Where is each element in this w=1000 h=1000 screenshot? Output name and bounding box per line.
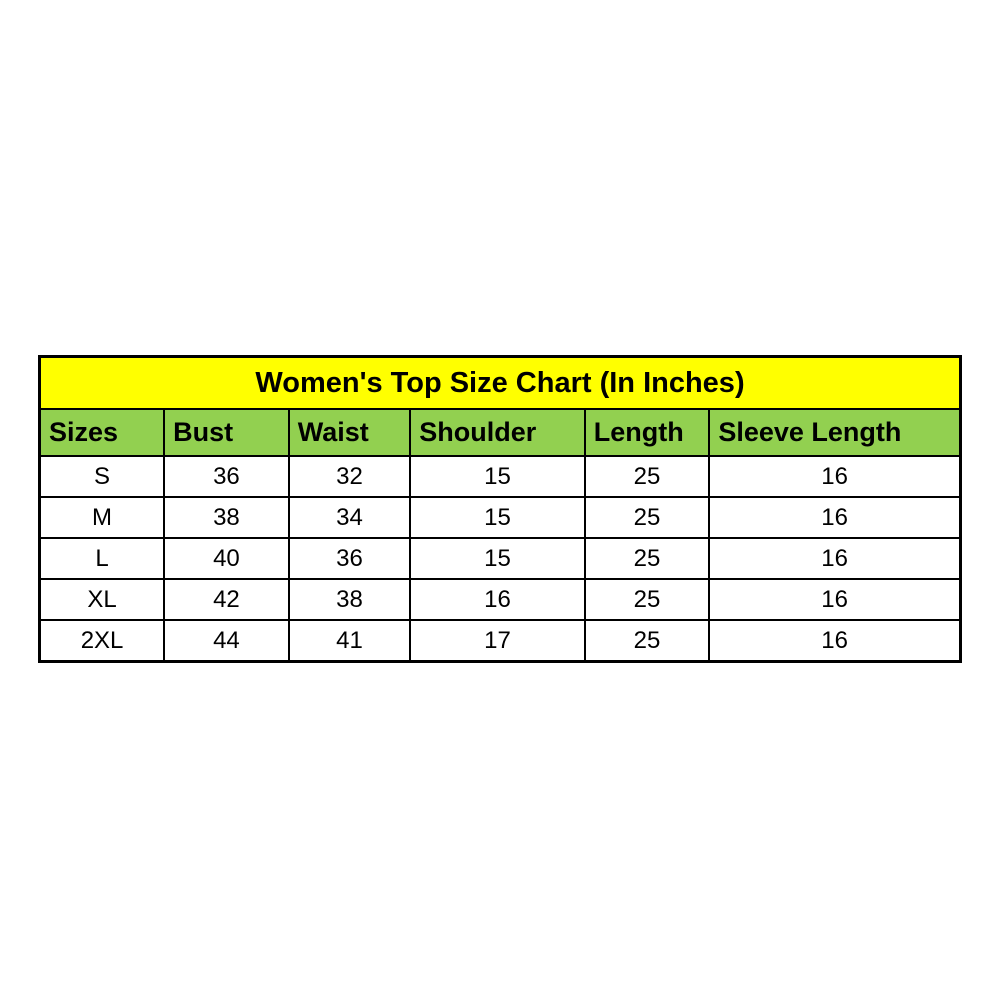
cell-length: 25 — [585, 497, 710, 538]
header-row — [40, 409, 961, 456]
cell-waist: 38 — [289, 579, 411, 620]
cell-length: 25 — [585, 579, 710, 620]
table-row-s — [40, 456, 961, 497]
cell-length: 25 — [585, 620, 710, 662]
cell-waist: 41 — [289, 620, 411, 662]
cell-shoulder: 17 — [410, 620, 584, 662]
cell-bust: 40 — [164, 538, 289, 579]
column-header-shoulder: Shoulder — [410, 409, 584, 456]
table-title: Women's Top Size Chart (In Inches) — [40, 357, 961, 410]
size-chart-container — [38, 355, 962, 663]
cell-sleeve-length: 16 — [709, 538, 960, 579]
cell-bust: 44 — [164, 620, 289, 662]
column-header-sleeve-length: Sleeve Length — [709, 409, 960, 456]
table-row-2xl — [40, 620, 961, 662]
cell-size: M — [40, 497, 165, 538]
column-header-sizes: Sizes — [40, 409, 165, 456]
cell-waist: 32 — [289, 456, 411, 497]
cell-length: 25 — [585, 538, 710, 579]
cell-waist: 36 — [289, 538, 411, 579]
cell-sleeve-length: 16 — [709, 497, 960, 538]
title-row — [40, 357, 961, 410]
cell-length: 25 — [585, 456, 710, 497]
table-row-xl — [40, 579, 961, 620]
cell-shoulder: 16 — [410, 579, 584, 620]
size-chart-table — [38, 355, 962, 663]
cell-waist: 34 — [289, 497, 411, 538]
cell-size: XL — [40, 579, 165, 620]
cell-bust: 38 — [164, 497, 289, 538]
cell-sleeve-length: 16 — [709, 579, 960, 620]
cell-bust: 36 — [164, 456, 289, 497]
cell-bust: 42 — [164, 579, 289, 620]
column-header-waist: Waist — [289, 409, 411, 456]
cell-shoulder: 15 — [410, 497, 584, 538]
cell-shoulder: 15 — [410, 456, 584, 497]
cell-size: 2XL — [40, 620, 165, 662]
cell-size: S — [40, 456, 165, 497]
table-row-l — [40, 538, 961, 579]
column-header-bust: Bust — [164, 409, 289, 456]
cell-sleeve-length: 16 — [709, 620, 960, 662]
table-row-m — [40, 497, 961, 538]
cell-size: L — [40, 538, 165, 579]
cell-shoulder: 15 — [410, 538, 584, 579]
cell-sleeve-length: 16 — [709, 456, 960, 497]
column-header-length: Length — [585, 409, 710, 456]
